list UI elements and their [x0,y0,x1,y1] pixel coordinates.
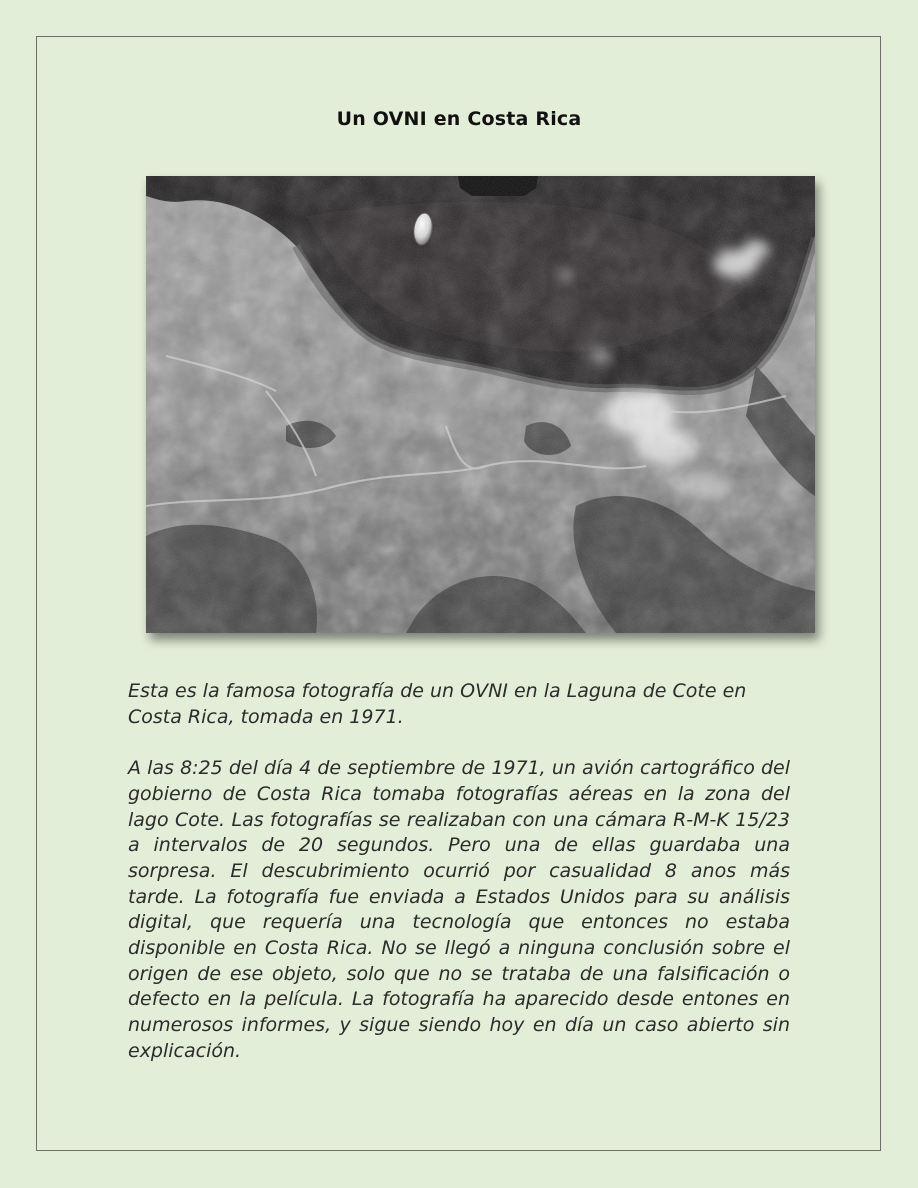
aerial-photo [146,176,815,633]
body-paragraph: A las 8:25 del día 4 de septiembre de 1971, un avión cartográfico del gobierno de Costa Rica tomaba fotografías aéreas en la zona del lago Cote. Las fotografías se realizaban con una cámara R-M-K 15/23 a intervalos de 20 segundos. Pero una de ellas guardaba una sorpresa. El descubrimiento ocurrió por casualidad 8 anos más tarde. La fotografía fue enviada a Estados Unidos para su análisis digital, que requería una tecnología que entonces no estaba disponible en Costa Rica. No se llegó a ninguna conclusión sobre el origen de ese objeto, solo que no se trataba de una falsificación o defecto en la película. La fotografía ha aparecido desde entones en numerosos informes, y sigue siendo hoy en día un caso abierto sin explicación. [128,757,790,1062]
photo-caption: Esta es la famosa fotografía de un OVNI en la Laguna de Cote en Costa Rica, tomada en 1971. [128,680,747,728]
document-title: Un OVNI en Costa Rica [336,108,582,130]
document-text [128,679,790,1065]
